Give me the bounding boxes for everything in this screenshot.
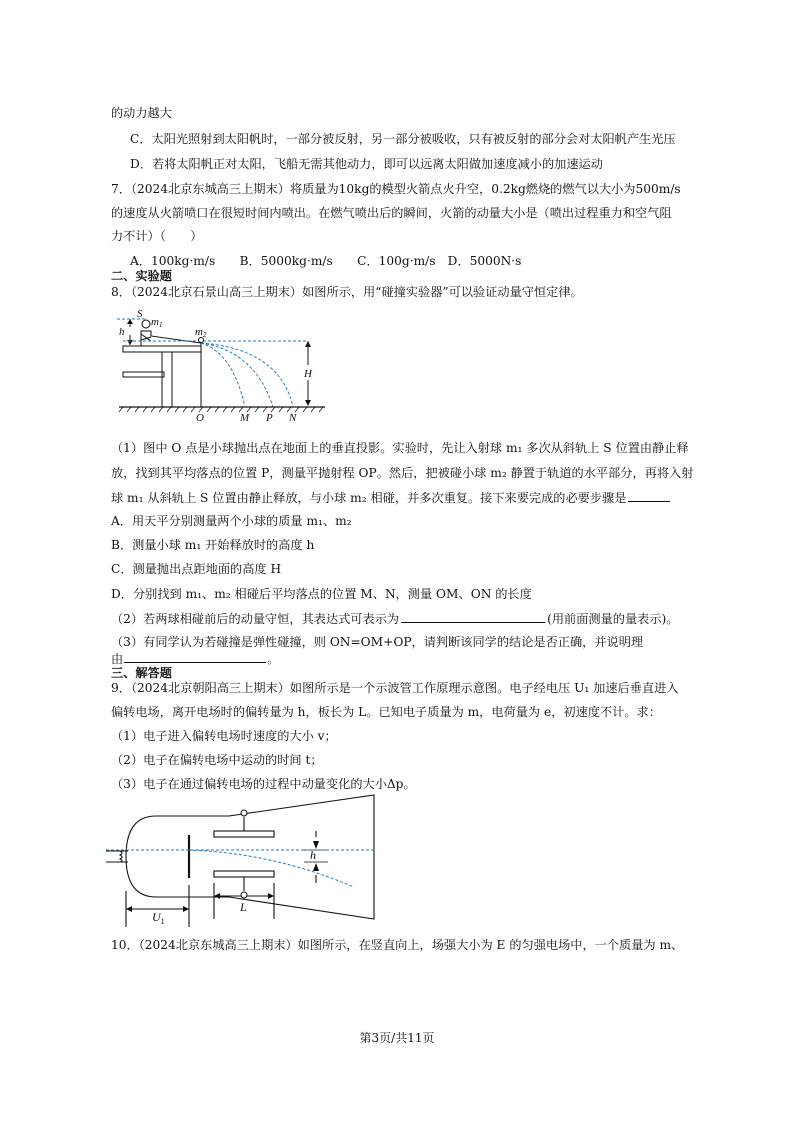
question-7-options: A．100kg·m/s B．5000kg·m/s C．100g·m/s D．5000N·s xyxy=(130,254,522,268)
section-heading-experiment: 二、实验题 xyxy=(111,269,172,283)
question-10-line1: 10．（2024北京东城高三上期末）如图所示，在竖直向上，场强大小为 E 的匀强电场中，一个质量为 m、 xyxy=(111,938,684,952)
answer-blank[interactable] xyxy=(124,650,266,663)
question-8-part1-line3: 球 m₁ 从斜轨上 S 位置由静止释放，与小球 m₂ 相碰，并多次重复。接下来要完成的必要步骤是 xyxy=(111,489,670,506)
label-m: M xyxy=(240,412,250,424)
question-8-stem: 8．（2024北京石景山高三上期末）如图所示，用“碰撞实验器”可以验证动量守恒定律。 xyxy=(111,285,583,299)
label-o: O xyxy=(196,412,204,424)
section-heading-solutions: 三、解答题 xyxy=(111,666,172,680)
option-b: B．测量小球 m₁ 开始释放时的高度 h xyxy=(111,538,315,552)
option-d: D．若将太阳帆正对太阳，飞船无需其他动力，即可以远离太阳做加速度减小的加速运动 xyxy=(130,157,603,171)
label-n: N xyxy=(289,412,297,424)
label-big-h: H xyxy=(304,368,312,380)
option-c: C．测量抛出点距地面的高度 H xyxy=(111,562,282,576)
page-footer: 第3页/共11页 xyxy=(359,1031,435,1045)
question-8-part1-line2: 放，找到其平均落点的位置 P，测量平抛射程 OP。然后，把被碰小球 m₂ 静置于轨道的水平部分，再将入射 xyxy=(111,466,694,480)
label-m1: m1 xyxy=(151,316,163,329)
question-8-part3-line2: 由 。 xyxy=(111,652,280,666)
label-m2: m2 xyxy=(195,326,207,339)
option-a: A．用天平分别测量两个小球的质量 m₁、m₂ xyxy=(111,514,352,528)
question-7-line1: 7．（2024北京东城高三上期末）将质量为10kg的模型火箭点火升空，0.2kg燃烧的燃气以大小为500m/s xyxy=(111,182,681,196)
label-u1: $U_1$ xyxy=(152,910,165,926)
question-9-part3: （3）电子在通过偏转电场的过程中动量变化的大小Δp。 xyxy=(111,777,416,791)
question-7-line2: 的速度从火箭喷口在很短时间内喷出。在燃气喷出后的瞬间，火箭的动量大小是（喷出过程重力和空气阻 xyxy=(111,206,672,220)
question-9-line2: 偏转电场，离开电场时的偏转量为 h，板长为 L。已知电子质量为 m，电荷量为 e，初速度不计。求： xyxy=(111,705,661,719)
question-9-part1: （1）电子进入偏转电场时速度的大小 v； xyxy=(111,729,337,743)
label-h: h xyxy=(310,848,316,862)
option-c: C．太阳光照射到太阳帆时，一部分被反射，另一部分被吸收，只有被反射的部分会对太阳帆产生光压 xyxy=(130,132,676,146)
label-p: P xyxy=(266,412,273,424)
label-l: L xyxy=(240,900,247,914)
oscilloscope-tube-figure xyxy=(104,793,379,929)
question-9-part2: （2）电子在偏转电场中运动的时间 t； xyxy=(111,753,323,767)
text-line: 的动力越大 xyxy=(111,106,172,120)
question-8-part2: （2）若两球相碰前后的动量守恒，其表达式可表示为 (用前面测量的量表示)。 xyxy=(111,612,679,626)
option-d: D．分别找到 m₁、m₂ 相碰后平均落点的位置 M、N，测量 OM、ON 的长度 xyxy=(111,587,532,601)
question-7-line3: 力不计）（ ） xyxy=(111,229,203,243)
answer-blank[interactable] xyxy=(401,610,545,623)
label-s: S xyxy=(137,308,143,320)
label-h: h xyxy=(119,326,125,338)
question-9-line1: 9．（2024北京朝阳高三上期末）如图所示是一个示波管工作原理示意图。电子经电压 U₁ 加速后垂直进入 xyxy=(111,681,679,695)
answer-blank[interactable] xyxy=(628,489,670,502)
question-8-part3-line1: （3）有同学认为若碰撞是弹性碰撞，则 ON=OM+OP，请判断该同学的结论是否正确，并说明理 xyxy=(111,635,644,649)
question-8-part1-line1: （1）图中 O 点是小球抛出点在地面上的垂直投影。实验时，先让入射球 m₁ 多次从斜轨上 S 位置由静止释 xyxy=(111,441,689,455)
collision-apparatus-figure xyxy=(115,305,335,425)
